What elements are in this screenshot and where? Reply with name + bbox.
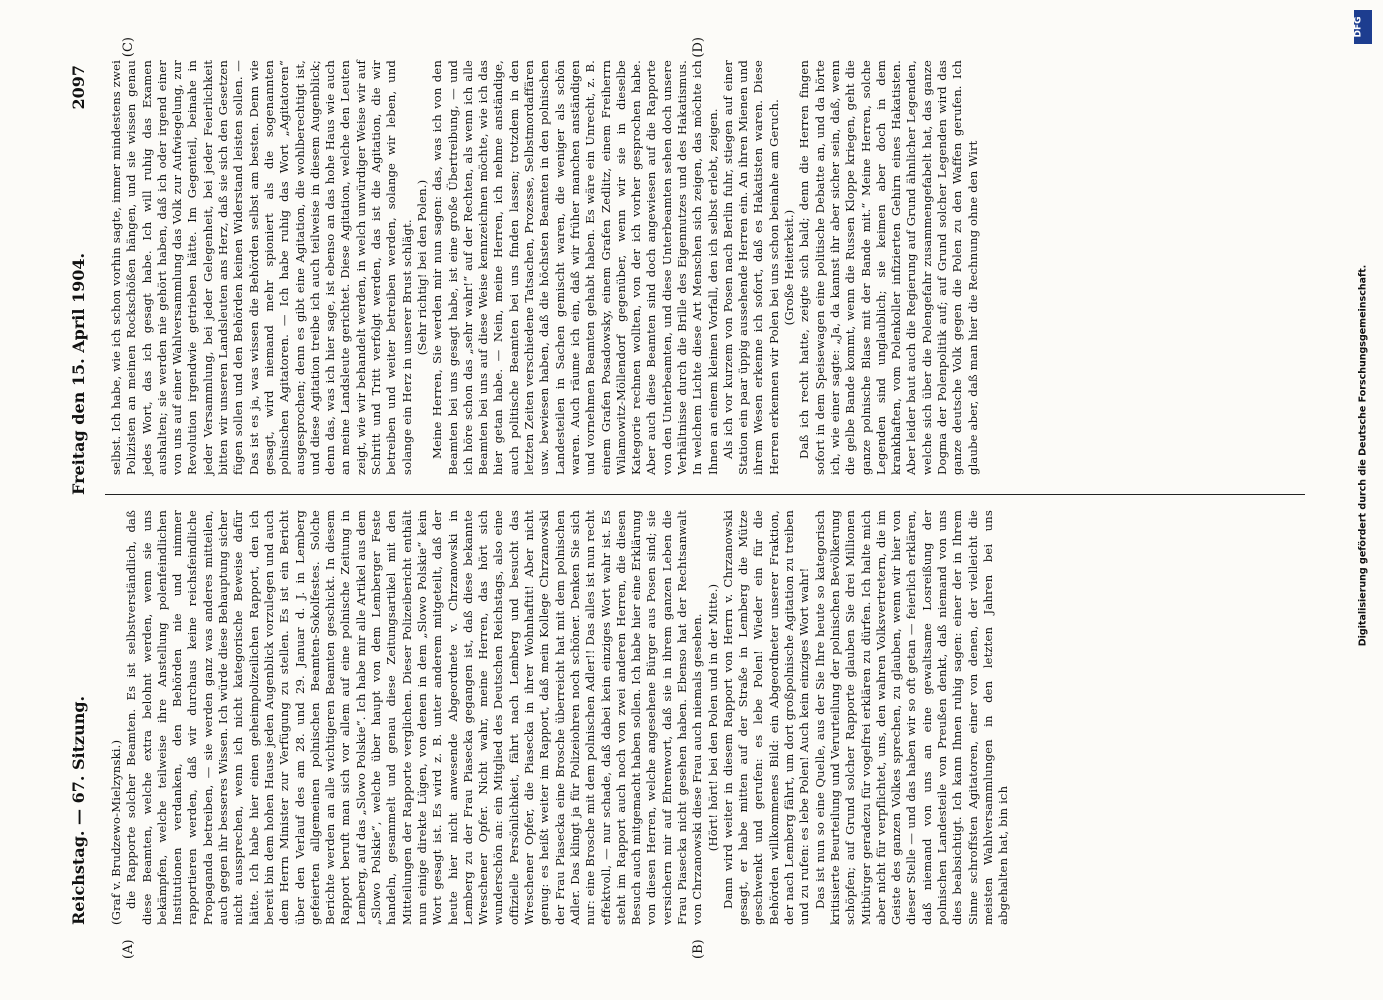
left-text-column (109, 510, 1012, 925)
paragraph: (Hört! hört! bei den Polen und in der Mitte.) (705, 583, 720, 852)
paragraph: selbst. Ich habe, wie ich schon vorhin sagte, immer mindestens zwei Polizisten an meinen Rockschößen hängen, und sie wissen genau jedes Wort, das ich gesagt habe. Ich will ruhig das Examen aushalten; sie werden nie gehört haben, daß ich oder irgend einer von uns auf einer Wahlversammlung das Volk zur Aufwiegelung, zur Revolution irgendwie getrieben hätte. Im Gegenteil, beinahe in jeder Versammlung, bei jeder Gelegenheit, bei jeder Feierlichkeit bitten wir unseren Landsleuten ans Herz, daß sie sich den Gesetzen fügen sollen und den Behörden keinen Widerstand leisten sollen. — Das ist es ja, was wissen die Behörden selbst am besten. Denn wie gesagt, wird niemand mehr spioniert als die sogenannten polnischen Agitatoren. — Ich habe ruhig das Wort „Agitatoren“ ausgesprochen; denn es gibt eine Agitation, die wohlberechtigt ist, und diese Agitation treibe ich auch teilweise in diesem Augenblick; denn das, was ich hier sage, ist ebenso an das hohe Haus wie auch an meine Landsleute gerichtet. Diese Agitation, welche den Leuten zeigt, wie wir behandelt werden, in welch unwürdiger Weise wir auf Schritt und Tritt verfolgt werden, das ist die Agitation, die wir betreiben und weiter betreiben werden, solange wir leben, und solange ein Herz in unserer Brust schlägt. (109, 60, 414, 475)
margin-mark-d: (D) (691, 37, 706, 58)
right-text-column (109, 60, 981, 475)
dfg-logo: DFG (1354, 10, 1372, 44)
margin-mark-a: (A) (121, 939, 136, 959)
rotated-newspaper-page (51, 35, 1331, 965)
paragraph: (Sehr richtig! bei den Polen.) (414, 179, 429, 356)
paragraph: Dann wird weiter in diesem Rapport von Herrn v. Chrzanowski gesagt, er habe mitten auf der Straße in Lemberg die Mütze geschwenkt und gerufen: es lebe Polen! Wieder ein für die Behörden willkommenes Bild: ein Abgeordneter unserer Fraktion, der nach Lemberg fährt, um dort großpolnische Agitation zu treiben und zu rufen: es lebe Polen! Auch kein einziges Wort wahr! (720, 510, 812, 925)
digitization-credit: Digitalisierung gefördert durch die Deutsche Forschungsgemeinschaft. (1357, 264, 1369, 647)
paragraph: Meine Herren, Sie werden mir nun sagen: das, was ich von den Beamten bei uns gesagt habe, ist eine große Übertreibung, — und ich höre schon das „sehr wahr!“ auf der Rechten, als wenn ich alle Beamten bei uns auf diese Weise kennzeichnen möchte, wie ich das hier getan habe. — Nein, meine Herren, ich nehme anständige, auch politische Beamten bei uns finden lassen; trotzdem in den letzten Zeiten verschiedene Tatsachen, Prozesse, Selbstmordaffären usw. bewiesen haben, daß die höchsten Beamten in den polnischen Landesteilen in Sachen gemischt waren, die weniger als schön waren. Auch räume ich ein, daß wir früher manchen anständigen und vornehmen Beamten gehabt haben. Es wäre ein Unrecht, z. B. einem Grafen Posadowsky, einem Grafen Zedlitz, einem Freiherrn Wilamowitz-Möllendorf gegenüber, wenn wir sie in dieselbe Kategorie rechnen wollten, von der ich vorher gesprochen habe. Aber auch diese Beamten sind doch angewiesen auf die Rapporte von den Unterbeamten, und diese Unterbeamten sehen doch unsere Verhältnisse durch die Brille des Eigennutzes und des Hakatismus. In welchem Lichte diese Art Menschen sich zeigen, das möchte ich Ihnen an einem kleinen Vorfall, den ich selbst erlebt, zeigen. (430, 60, 720, 475)
paragraph: Daß ich recht hatte, zeigte sich bald; denn die Herren fingen sofort in dem Speisewagen eine politische Debatte an, und da hörte ich, wie einer sagte: „Ja, da kannst ihr aber sicher sein, daß, wenn die gelbe Bande kommt, wenn die Russen Kloppe kriegen, geht die ganze polnische Blase mit der Bande mit.“ Meine Herren, solche Legenden sind unglaublich; sie keimen aber doch in dem krankhaften, vom Polenkoller infizierten Gehirn eines Hakatisten. Aber leider baut auch die Regierung auf Grund ähnlicher Legenden, welche sich über die Polengefahr zusammengefabelt hat, das ganze Dogma der Polenpolitik auf; auf Grund solcher Legenden wird das ganze deutsche Volk gegen die Polen zu den Waffen gerufen. Ich glaube aber, daß man hier die Rechnung ohne den Wirt (797, 60, 980, 475)
digitization-sidebar (1353, 0, 1375, 1000)
paragraph: Das ist nun so eine Quelle, aus der Sie Ihre heute so kategorisch kritisierte Beurteilung und Verurteilung der polnischen Bevölkerung schöpfen; auf Grund solcher Rapporte glauben Sie drei Millionen Mitbürger geradezu für vogelfrei erklären zu dürfen. Ich halte mich aber nicht für verpflichtet, uns, den wahren Volksvertretern, die im Geiste des ganzen Volkes sprechen, zu glauben, wenn wir hier von dieser Stelle — und das haben wir so oft getan — feierlich erklären, daß niemand von uns an eine gewaltsame Losreißung der polnischen Landesteile von Preußen denkt, daß niemand von uns dies beabsichtigt. Ich kann Ihnen ruhig sagen: einer der in Ihrem Sinne schroffsten Agitatoren, einer von denen, der vielleicht die meisten Wahlversammlungen in den letzten Jahren bei uns abgehalten hat, bin ich (812, 510, 1011, 925)
margin-mark-b: (B) (691, 939, 706, 959)
paragraph: die Rapporte solcher Beamten. Es ist selbstverständlich, daß diese Beamten, welche extra belohnt werden, wenn sie uns bekämpfen, welche teilweise ihre Anstellung polenfeindlichen Institutionen verdanken, den Behörden nie und nimmer rapportieren werden, daß wir durchaus keine reichsfeindliche Propaganda betreiben, — sie werden ganz was anderes mitteilen, auch gegen ihr besseres Wissen. Ich würde diese Behauptung sicher nicht aussprechen, wenn ich nicht kategorische Beweise dafür hätte. Ich habe hier einen geheimpolizeilichen Rapport, den ich bereit bin dem hohen Hause jeden Augenblick vorzulegen und auch dem Herrn Minister zur Verfügung zu stellen. Es ist ein Bericht über den Verlauf des am 28. und 29. Januar d. J. in Lemberg gefeierten allgemeinen polnischen Beamten-Sokolfestes. Solche Berichte werden an alle wichtigeren Beamten geschickt. In diesem Rapport beruft man sich vor allem auf eine polnische Zeitung in Lemberg, auf das „Slowo Polskie“. Ich habe mir alle Artikel aus dem „Slowo Polskie“, welche über haupt von dem Lemberger Feste handeln, gesammelt und genau diese Zeitungsartikel mit den Mitteilungen der Rapporte verglichen. Dieser Polizeibericht enthält nun einige direkte Lügen, von denen in dem „Slowo Polskie“ kein Wort gesagt ist. Es wird z. B. unter anderem mitgeteilt, daß der heute hier nicht anwesende Abgeordnete v. Chrzanowski in Lemberg zu der Frau Piasecka gegangen ist, daß diese bekannte Wreschener Opfer. Nicht wahr, meine Herren, das hört sich wunderschön an: ein Mitglied des Deutschen Reichstags, also eine offizielle Persönlichkeit, fährt nach Lemberg und besucht das Wreschener Opfer, die Piasecka in ihrer Wohnhaftit! Aber nicht genug: es heißt weiter im Rapport, daß mein Kollege Chrzanowski der Frau Piasecka eine Brosche überreicht hat mit dem polnischen Adler. Das klingt ja für Polizeiohren noch schöner. Denken Sie sich nur: eine Brosche mit dem polnischen Adler!! Das alles ist nun recht effektvoll, — nur schade, daß dabei kein einziges Wort wahr ist. Es steht im Rapport auch noch von zwei anderen Herren, die diesen Besuch auch mitgemacht haben sollen. Ich habe hier eine Erklärung von diesen Herren, welche angesehene Bürger aus Posen sind; sie versichern mir auf Ehrenwort, daß sie in ihrem ganzen Leben die Frau Piasecka nicht gesehen haben. Ebenso hat der Rechtsanwalt von Chrzanowski diese Frau auch niemals gesehen. (124, 510, 705, 925)
column-divider (105, 494, 1305, 495)
margin-mark-c: (C) (121, 37, 136, 58)
paragraph: (Große Heiterkeit.) (782, 209, 797, 326)
header-left: Reichstag. — 67. Sitzung. (69, 695, 88, 925)
paragraph: (Graf v. Brudzewo-Mielzynski.) (109, 739, 123, 925)
page-number: 2097 (69, 65, 88, 110)
header-date: Freitag den 15. April 1904. (69, 252, 88, 495)
paragraph: Als ich vor kurzem von Posen nach Berlin fuhr, stiegen auf einer Station ein paar üppig aussehende Herren ein. An ihren Mienen und ihrem Wesen erkenne ich sofort, daß es Hakatisten waren. Diese Herren erkennen wir Polen bei uns schon beinahe am Geruch. (720, 60, 781, 475)
page-header (69, 65, 95, 925)
